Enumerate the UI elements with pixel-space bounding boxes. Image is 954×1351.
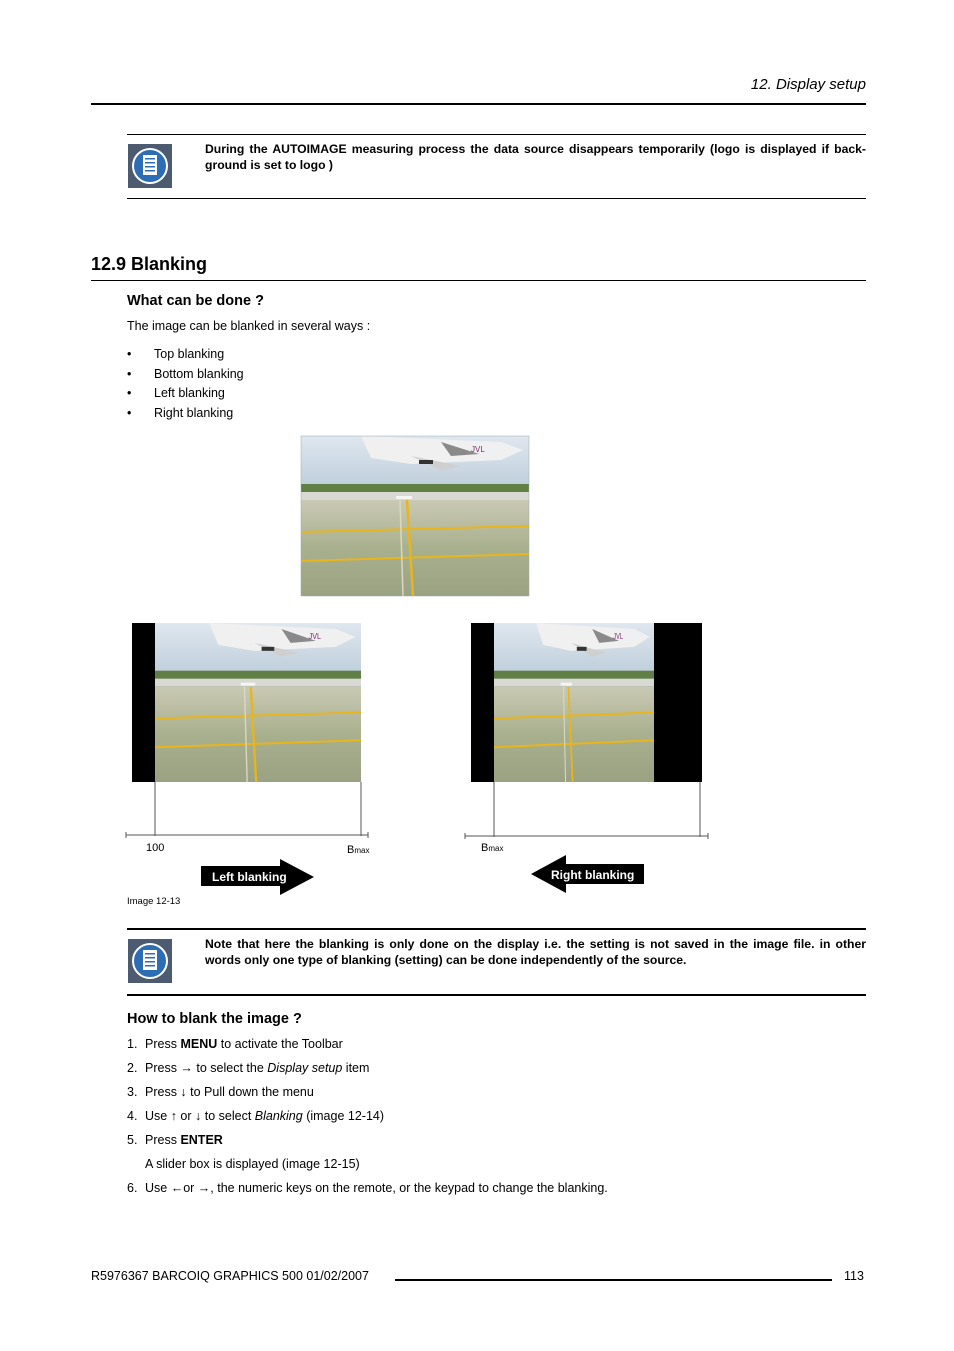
list-item: • Right blanking xyxy=(127,404,244,424)
step-text-suffix: item xyxy=(342,1061,370,1075)
step-item xyxy=(127,1059,608,1083)
step-text: Press ↓ to Pull down the menu xyxy=(145,1085,314,1099)
right-blanking-label: Right blanking xyxy=(551,868,635,882)
step-text: Press → to select the xyxy=(145,1061,268,1075)
step-number: 1. xyxy=(127,1037,138,1051)
left-blanking-arrow xyxy=(201,859,314,895)
step-number: 6. xyxy=(127,1181,138,1195)
original-image xyxy=(301,436,529,596)
right-scale-start: Bmax xyxy=(481,842,504,854)
footer-rule xyxy=(395,1279,832,1281)
footer-doc-info: R5976367 BARCOIQ GRAPHICS 500 01/02/2007 xyxy=(91,1269,369,1283)
left-scale-start: 100 xyxy=(146,842,165,854)
step-item xyxy=(127,1155,608,1179)
step-number: 5. xyxy=(127,1133,138,1147)
list-item: • Top blanking xyxy=(127,345,244,365)
step-item xyxy=(127,1035,608,1059)
step-menu-item: Display setup xyxy=(267,1061,343,1075)
note-text: During the AUTOIMAGE measuring process the data source disappears temporarily (logo is displayed if back-ground is set to logo ) xyxy=(205,142,866,172)
right-scale xyxy=(465,782,708,839)
step-text: A slider box is displayed (image 12-15) xyxy=(145,1157,360,1171)
step-item xyxy=(127,1179,608,1203)
intro-text: The image can be blanked in several ways : xyxy=(127,319,371,333)
info-note xyxy=(127,928,866,996)
blanking-figure: JVL 100 Bmax Bmax Left blanking Right blanking xyxy=(0,0,954,1351)
left-blanking-image xyxy=(132,623,361,782)
step-number: 4. xyxy=(127,1109,138,1123)
left-scale-end: Bmax xyxy=(347,844,370,856)
note-document-icon xyxy=(128,939,172,983)
step-text: Press xyxy=(145,1133,181,1147)
step-number: 2. xyxy=(127,1061,138,1075)
step-menu-item: Blanking xyxy=(254,1109,303,1123)
step-number: 3. xyxy=(127,1085,138,1099)
left-blanking-label: Left blanking xyxy=(212,870,287,884)
section-title: 12.9 Blanking xyxy=(91,254,208,274)
right-blanking-arrow xyxy=(531,855,644,893)
figure-caption: Image 12-13 xyxy=(127,896,181,907)
step-text: Use ↑ or ↓ to select xyxy=(145,1109,255,1123)
left-scale xyxy=(126,782,368,838)
step-text: Press xyxy=(145,1037,181,1051)
chapter-header: 12. Display setup xyxy=(750,76,866,93)
note-text: Note that here the blanking is only done on the display i.e. the setting is not saved in the image file. in other words only one type of blanking (setting) can be done independently of the source. xyxy=(205,937,866,967)
how-to-heading: How to blank the image ? xyxy=(127,1011,302,1027)
what-can-be-done-heading: What can be done ? xyxy=(127,293,264,309)
list-item: • Left blanking xyxy=(127,384,244,404)
list-item: • Bottom blanking xyxy=(127,365,244,385)
step-text: Use ←or →, the numeric keys on the remote, or the keypad to change the blanking. xyxy=(145,1181,608,1195)
right-blanking-image xyxy=(471,623,702,782)
step-key: ENTER xyxy=(180,1133,223,1147)
step-text-suffix: (image 12-14) xyxy=(302,1109,385,1123)
page-number: 113 xyxy=(844,1269,864,1283)
step-item xyxy=(127,1131,608,1155)
steps-list xyxy=(127,1035,608,1203)
step-key: MENU xyxy=(180,1037,218,1051)
step-text-suffix: to activate the Toolbar xyxy=(217,1037,343,1051)
step-item xyxy=(127,1107,608,1131)
step-item xyxy=(127,1083,608,1107)
